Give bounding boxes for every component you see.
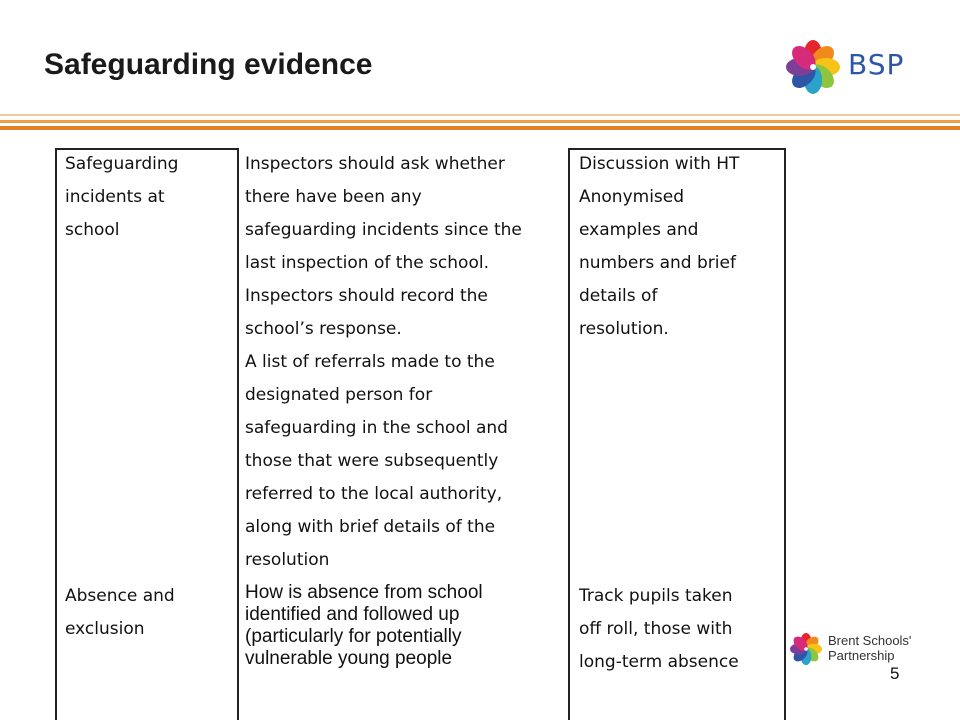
- area-cell: [65, 580, 175, 646]
- cell-line: school’s response.: [245, 319, 402, 339]
- cell-line: resolution: [245, 550, 330, 570]
- cell-line: safeguarding incidents since the: [245, 220, 522, 240]
- bsp-logo-text: BSP: [848, 48, 905, 81]
- divider: [0, 120, 960, 123]
- cell-line: Inspectors should record the: [245, 286, 488, 306]
- cell-line: vulnerable young people: [245, 648, 453, 669]
- cell-line: (particularly for potentially: [245, 626, 462, 647]
- cell-line: off roll, those with: [579, 619, 733, 639]
- table-border: [237, 148, 239, 720]
- cell-line: Inspectors should ask whether: [245, 154, 505, 174]
- cell-line: A list of referrals made to the: [245, 352, 495, 372]
- cell-line: Anonymised: [579, 187, 685, 207]
- cell-line: those that were subsequently: [245, 451, 499, 471]
- brent-logo-line: Brent Schools': [828, 633, 912, 648]
- petal-wheel-icon: [786, 40, 840, 94]
- cell-line: designated person for: [245, 385, 433, 405]
- cell-line: Safeguarding: [65, 154, 179, 174]
- cell-line: Discussion with HT: [579, 154, 740, 174]
- cell-line: along with brief details of the: [245, 517, 496, 537]
- cell-line: referred to the local authority,: [245, 484, 503, 504]
- brent-logo-text: [828, 633, 911, 663]
- divider: [0, 114, 960, 116]
- evidence-table: [55, 148, 786, 720]
- cell-line: there have been any: [245, 187, 422, 207]
- evidence-cell: [579, 580, 739, 679]
- cell-line: exclusion: [65, 619, 145, 639]
- bsp-logo: [786, 40, 916, 96]
- guidance-cell: [245, 582, 483, 670]
- cell-line: last inspection of the school.: [245, 253, 489, 273]
- brent-logo-line: Partnership: [828, 648, 895, 663]
- slide-title: Safeguarding evidence: [44, 48, 373, 81]
- cell-line: incidents at: [65, 187, 165, 207]
- area-cell: [65, 148, 178, 247]
- cell-line: Absence and: [65, 586, 175, 606]
- cell-line: identified and followed up: [245, 604, 460, 625]
- guidance-cell: [245, 148, 522, 577]
- petal-wheel-icon: [790, 633, 822, 665]
- cell-line: safeguarding in the school and: [245, 418, 508, 438]
- cell-line: long-term absence: [579, 652, 739, 672]
- cell-line: school: [65, 220, 120, 240]
- table-border: [568, 148, 570, 720]
- evidence-cell: [579, 148, 739, 346]
- cell-line: details of: [579, 286, 658, 306]
- brent-schools-partnership-logo: [790, 633, 930, 673]
- cell-line: resolution.: [579, 319, 669, 339]
- page-number: 5: [890, 664, 900, 683]
- cell-line: examples and: [579, 220, 699, 240]
- cell-line: numbers and brief: [579, 253, 736, 273]
- table-border: [784, 148, 786, 720]
- divider: [0, 126, 960, 130]
- header-rules: [0, 114, 960, 134]
- table-border: [55, 148, 57, 720]
- cell-line: Track pupils taken: [579, 586, 733, 606]
- cell-line: How is absence from school: [245, 582, 483, 603]
